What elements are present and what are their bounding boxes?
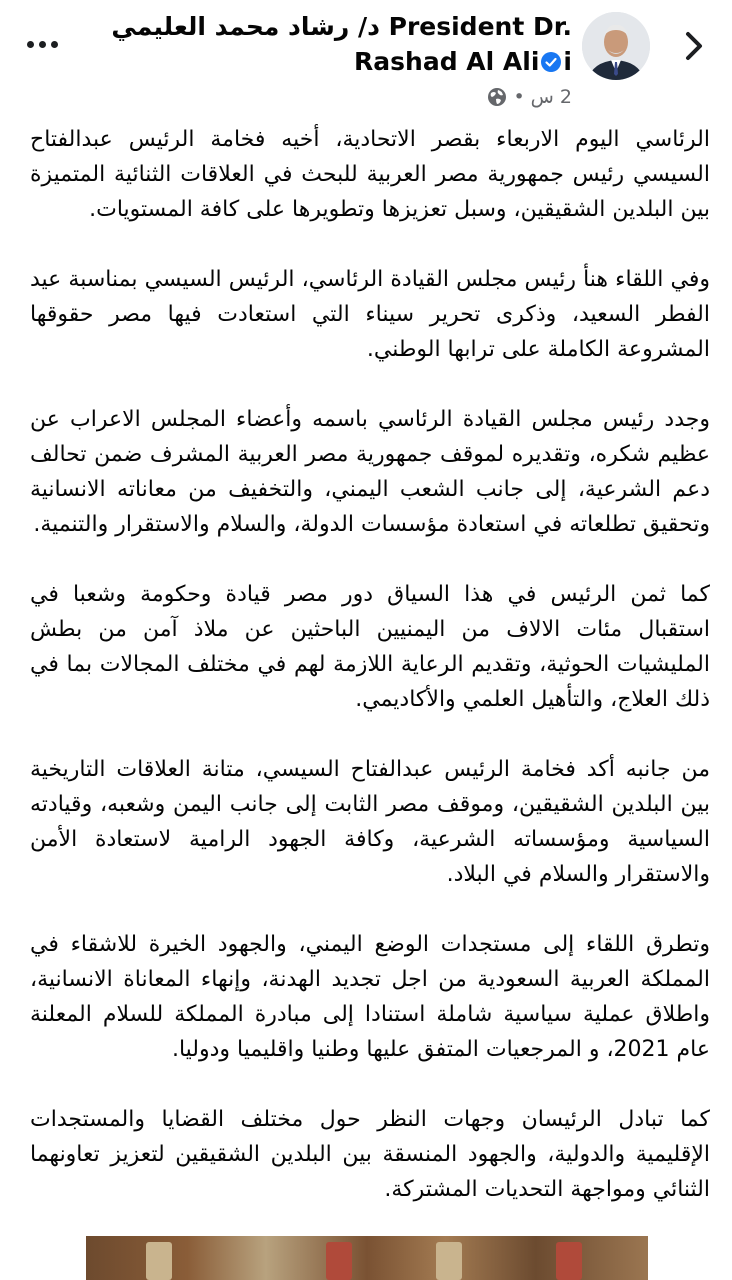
meta-separator: • xyxy=(513,86,525,108)
profile-photo xyxy=(582,12,650,80)
photo-detail xyxy=(436,1242,462,1280)
more-options-icon-dot xyxy=(51,41,58,48)
post-paragraph-1: الرئاسي اليوم الاربعاء بقصر الاتحادية، أخيه فخامة الرئيس عبدالفتاح السيسي رئيس جمهورية مصر العربية للبحث في العلاقات الثنائية المتميزة بين البلدين الشقيقين، وسبل تعزيزها وتطويرها على كافة المستويات. xyxy=(30,127,710,222)
more-options-icon xyxy=(27,41,34,48)
post-header xyxy=(0,0,732,122)
post-meta xyxy=(487,84,572,110)
post-paragraph-3: وجدد رئيس مجلس القيادة الرئاسي باسمه وأعضاء المجلس الاعراب عن عظيم شكره، وتقديره لموقف جمهورية مصر العربية المشرف ضمن تحالف دعم الشرعية، إلى جانب الشعب اليمني، والتخفيف من معاناته الانسانية وتحقيق تطلعاته في استعادة مؤسسات الدولة، والسلام والاستقرار والتنمية. xyxy=(30,407,710,537)
profile-name-line2[interactable] xyxy=(102,45,572,79)
back-chevron-icon xyxy=(683,31,705,61)
post-paragraph-2: وفي اللقاء هنأ رئيس مجلس القيادة الرئاسي، الرئيس السيسي بمناسبة عيد الفطر السعيد، وذكرى تحرير سيناء التي استعادت فيها مصر حقوقها المشروعة الكاملة على ترابها الوطني. xyxy=(30,267,710,362)
post-body xyxy=(30,122,710,1242)
profile-name-line1[interactable]: د/ رشاد محمد العليمي President Dr. xyxy=(111,12,572,41)
avatar[interactable] xyxy=(582,12,650,80)
post-photo[interactable] xyxy=(86,1236,648,1280)
more-options-icon-dot xyxy=(39,41,46,48)
photo-detail xyxy=(556,1242,582,1280)
verified-badge-icon xyxy=(540,51,562,73)
post-paragraph-5: من جانبه أكد فخامة الرئيس عبدالفتاح السيسي، متانة العلاقات التاريخية بين البلدين الشقيقين، وموقف مصر الثابت إلى جانب اليمن وشعبه، وقيادته السياسية ومؤسساته الشرعية، وكافة الجهود الرامية لاستعادة الأمن والاستقرار والسلام في البلاد. xyxy=(30,757,710,887)
profile-name-part2: i xyxy=(563,47,572,76)
post-time[interactable]: 2 س xyxy=(530,86,572,108)
photo-detail xyxy=(146,1242,172,1280)
profile-name-part1: Rashad Al Ali xyxy=(354,47,540,76)
photo-detail xyxy=(326,1242,352,1280)
post-paragraph-7: كما تبادل الرئيسان وجهات النظر حول مختلف القضايا والمستجدات الإقليمية والدولية، والجهود المنسقة بين البلدين الشقيقين لتعزيز تعاونهما الثنائي ومواجهة التحديات المشتركة. xyxy=(30,1107,710,1202)
globe-icon xyxy=(487,87,507,107)
post-paragraph-6: وتطرق اللقاء إلى مستجدات الوضع اليمني، والجهود الخيرة للاشقاء في المملكة العربية السعودية من اجل تجديد الهدنة، وإنهاء المعاناة الانسانية، واطلاق عملية سياسية شاملة استنادا إلى مبادرة المملكة للسلام المعلنة عام 2021، و المرجعيات المتفق عليها وطنيا واقليميا ودوليا. xyxy=(30,932,710,1062)
back-button[interactable] xyxy=(676,26,712,66)
post-paragraph-4: كما ثمن الرئيس في هذا السياق دور مصر قيادة وحكومة وشعبا في استقبال مئات الالاف من اليمنيين الباحثين عن ملاذ آمن من بطش المليشيات الحوثية، وتقديم الرعاية اللازمة لهم في مختلف المجالات بما في ذلك العلاج، والتأهيل العلمي والأكاديمي. xyxy=(30,582,710,712)
more-options-button[interactable] xyxy=(20,26,64,62)
